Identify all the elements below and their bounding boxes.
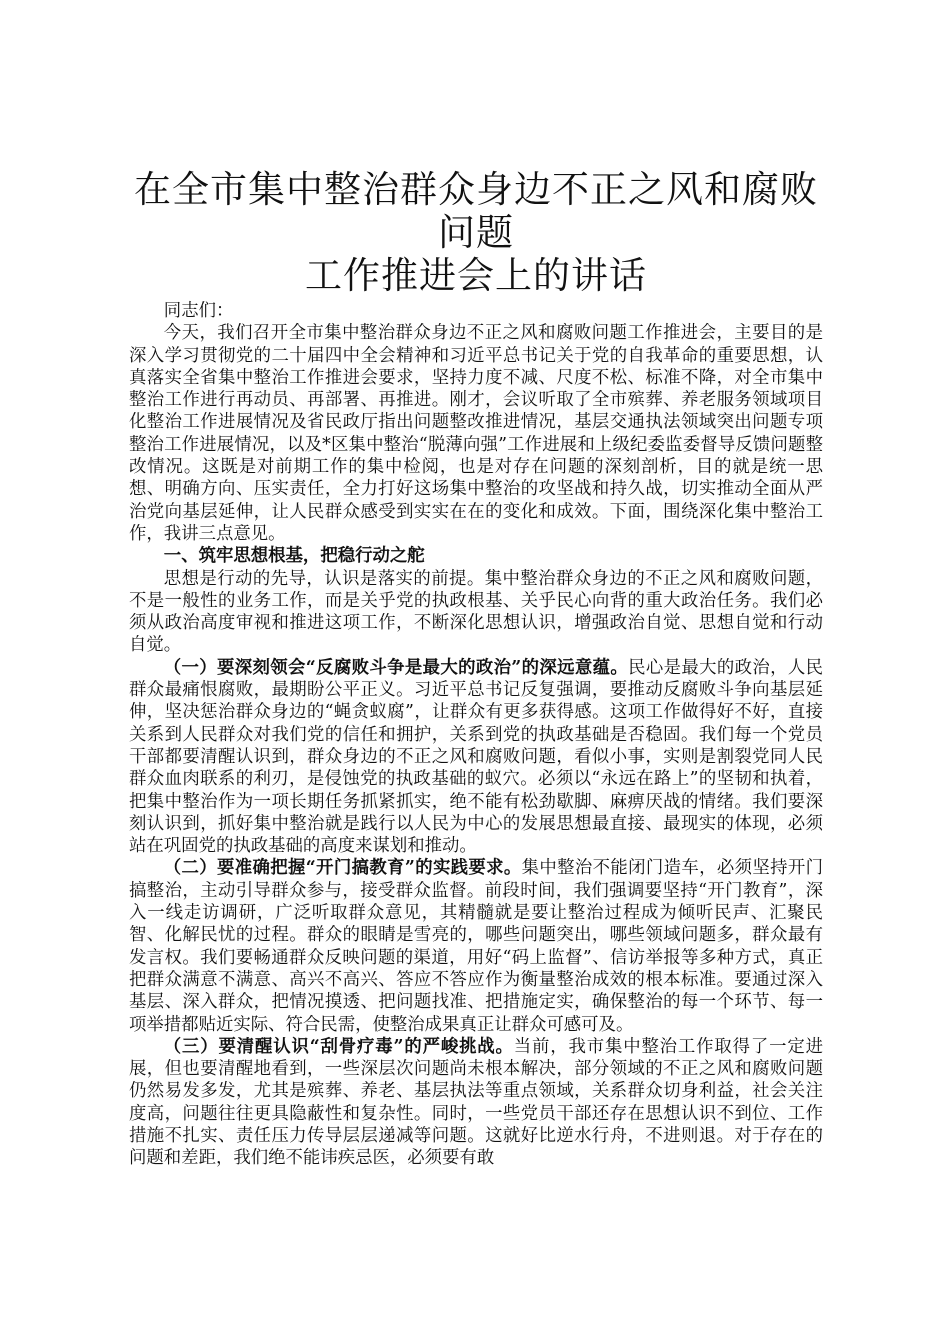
item-2-lead: （二）要准确把握“开门搞教育”的实践要求。 xyxy=(163,858,522,879)
item-2-text: 集中整治不能闭门造车，必须坚持开门搞整治，主动引导群众参与，接受群众监督。前段时间，我们强调要坚持“开门教育”，深入一线走访调研，广泛听取群众意见，其精髓就是要让整治过程成为倾听民声、汇聚民智、化解民忧的过程。群众的眼睛是雪亮的，哪些问题突出，哪些领域问题多，群众最有发言权。我们要畅通群众反映问题的渠道，用好“码上监督”、信访举报等多种方式，真正把群众满意不满意、高兴不高兴、答应不答应作为衡量整治成效的根本标准。要通过深入基层、深入群众，把情况摸透、把问题找准、把措施定实，确保整治的每一个环节、每一项举措都贴近实际、符合民需，使整治成果真正让群众可感可及。 xyxy=(129,858,823,1035)
section-1-paragraph: 思想是行动的先导，认识是落实的前提。集中整治群众身边的不正之风和腐败问题，不是一般性的业务工作，而是关乎党的执政根基、关乎民心向背的重大政治任务。我们必须从政治高度审视和推进这项工作，不断深化思想认识，增强政治自觉、思想自觉和行动自觉。 xyxy=(129,568,823,656)
item-1-paragraph xyxy=(129,657,823,858)
item-1-text: 民心是最大的政治，人民群众最痛恨腐败，最期盼公平正义。习近平总书记反复强调，要推动反腐败斗争向基层延伸，坚决惩治群众身边的“蝇贪蚁腐”，让群众有更多获得感。这项工作做得好不好，直接关系到人民群众对我们党的信任和拥护，关系到党的执政基础是否稳固。我们每一个党员干部都要清醒认识到，群众身边的不正之风和腐败问题，看似小事，实则是割裂党同人民群众血肉联系的利刃，是侵蚀党的执政基础的蚁穴。必须以“永远在路上”的坚韧和执着，把集中整治作为一项长期任务抓紧抓实，绝不能有松劲歇脚、麻痹厌战的情绪。我们要深刻认识到，抓好集中整治就是践行以人民为中心的发展思想最直接、最现实的体现，必须站在巩固党的执政基础的高度来谋划和推动。 xyxy=(129,657,823,857)
title-line-2: 工作推进会上的讲话 xyxy=(305,254,647,297)
item-3-text: 当前，我市集中整治工作取得了一定进展，但也要清醒地看到，一些深层次问题尚未根本解决，部分领域的不正之风和腐败问题仍然易发多发，尤其是殡葬、养老、基层执法等重点领域，关系群众切身利益，社会关注度高，问题往往更具隐蔽性和复杂性。同时，一些党员干部还存在思想认识不到位、工作措施不扎实、责任压力传导层层递减等问题。这就好比逆水行舟，不进则退。对于存在的问题和差距，我们绝不能讳疾忌医，必须要有敢 xyxy=(129,1036,823,1169)
salutation: 同志们： xyxy=(163,301,234,321)
document-body xyxy=(129,300,823,1170)
item-1-lead: （一）要深刻领会“反腐败斗争是最大的政治”的深远意蕴。 xyxy=(163,657,629,678)
document-title xyxy=(129,168,823,297)
item-3-paragraph xyxy=(129,1036,823,1170)
section-1-heading: 一、筑牢思想根基，把稳行动之舵 xyxy=(163,546,425,567)
item-2-paragraph xyxy=(129,857,823,1035)
intro-paragraph: 今天，我们召开全市集中整治群众身边不正之风和腐败问题工作推进会，主要目的是深入学习贯彻党的二十届四中全会精神和习近平总书记关于党的自我革命的重要思想，认真落实全省集中整治工作推进会要求，坚持力度不减、尺度不松、标准不降，对全市集中整治工作进行再动员、再部署、再推进。刚才，会议听取了全市殡葬、养老服务领域项目化整治工作进展情况及省民政厅指出问题整改推进情况，基层交通执法领域突出问题专项整治工作进展情况，以及*区集中整治“脱薄向强”工作进展和上级纪委监委督导反馈问题整改情况。这既是对前期工作的集中检阅，也是对存在问题的深刻剖析，目的就是统一思想、明确方向、压实责任，全力打好这场集中整治的攻坚战和持久战，切实推动全面从严治党向基层延伸，让人民群众感受到实实在在的变化和成效。下面，围绕深化集中整治工作，我讲三点意见。 xyxy=(129,323,823,544)
document-page xyxy=(129,168,823,1170)
title-line-1: 在全市集中整治群众身边不正之风和腐败问题 xyxy=(134,168,818,254)
item-3-lead: （三）要清醒认识“刮骨疗毒”的严峻挑战。 xyxy=(163,1036,514,1057)
